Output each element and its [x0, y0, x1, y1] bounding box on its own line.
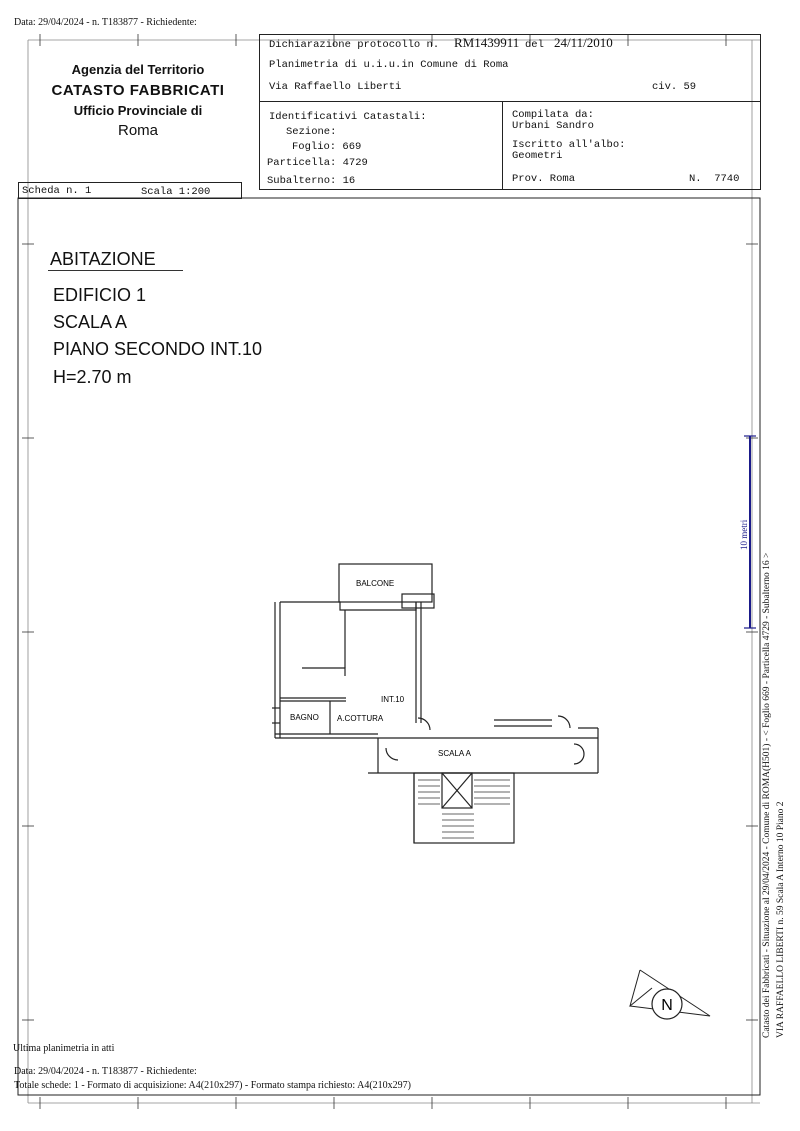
albo-label: Iscritto all'albo:: [512, 139, 626, 151]
subalterno-field: Subalterno: 16: [267, 175, 356, 187]
height-label: H=2.70 m: [53, 367, 132, 387]
edificio-label: EDIFICIO 1: [53, 285, 147, 305]
balcone-label: BALCONE: [356, 579, 395, 588]
cottura-label: A.COTTURA: [337, 714, 384, 723]
north-arrow: [622, 966, 714, 1026]
compiler-name: Urbani Sandro: [512, 120, 594, 132]
abitazione-title: ABITAZIONE: [50, 249, 156, 269]
side-address-line: VIA RAFFAELLO LIBERTI n. 59 Scala A Interno 10 Piano 2: [776, 801, 786, 1038]
foglio-field: Foglio: 669: [292, 141, 362, 153]
protocol-date: 24/11/2010: [554, 35, 613, 50]
scheda-scale: Scala 1:200: [141, 186, 211, 198]
protocol-label: Dichiarazione protocollo n.: [269, 39, 440, 51]
declaration-box: [259, 34, 761, 102]
address-line: Via Raffaello Liberti: [269, 81, 402, 93]
scala-plan-label: SCALA A: [438, 749, 471, 758]
north-label: N: [661, 997, 673, 1014]
scheda-number: Scheda n. 1: [22, 185, 92, 197]
office-label: Ufficio Provinciale di: [73, 103, 203, 118]
int-label: INT.10: [381, 695, 405, 704]
side-situation-line: Catasto dei Fabbricati - Situazione al 29/04/2024 - Comune di ROMA(H501) - < Foglio 669 - Particella 4729 - Subalterno 16 >: [762, 552, 772, 1038]
province-field: Prov. Roma: [512, 173, 576, 185]
particella-field: Particella: 4729: [267, 157, 368, 169]
bagno-label: BAGNO: [290, 713, 319, 722]
scheda-box: [18, 182, 242, 199]
agency-name: Agenzia del Territorio: [71, 62, 205, 77]
scale-ruler-label: 10 metri: [739, 519, 749, 550]
footer-request-line: Data: 29/04/2024 - n. T183877 - Richiedente:: [14, 1066, 197, 1077]
compiler-box: [502, 101, 761, 190]
scala-label: SCALA A: [53, 312, 128, 332]
floor-plan: [268, 558, 608, 850]
sezione-field: Sezione:: [286, 126, 337, 138]
identifiers-box: [259, 101, 503, 190]
compiler-label: Compilata da:: [512, 109, 594, 121]
office-city: Roma: [117, 122, 158, 139]
header-request-line: Data: 29/04/2024 - n. T183877 - Richiedente:: [14, 17, 197, 28]
albo-value: Geometri: [512, 150, 563, 162]
piano-label: PIANO SECONDO INT.10: [53, 339, 263, 359]
plan-walls: [272, 564, 598, 843]
protocol-number: RM1439911: [454, 35, 520, 50]
protocol-del-label: del: [525, 39, 544, 51]
catasto-title: CATASTO FABBRICATI: [51, 82, 225, 99]
planimetria-line: Planimetria di u.i.u.in Comune di Roma: [269, 59, 509, 71]
footer-format-line: Totale schede: 1 - Formato di acquisizione: A4(210x297) - Formato stampa richiesto: A4(210x297): [14, 1080, 411, 1091]
civic-number: civ. 59: [652, 81, 697, 93]
identifiers-title: Identificativi Catastali:: [269, 111, 427, 123]
register-number: N. 7740: [689, 173, 740, 185]
last-plan-note: Ultima planimetria in atti: [13, 1043, 115, 1054]
abitazione-underline: [48, 270, 183, 271]
